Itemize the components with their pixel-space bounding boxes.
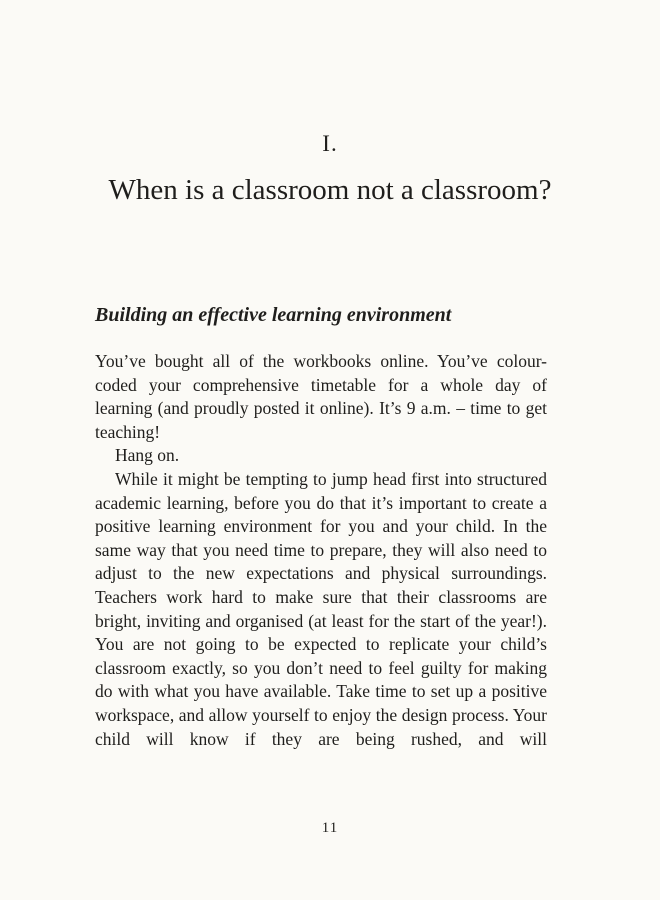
chapter-number: I. bbox=[322, 131, 338, 156]
chapter-title: When is a classroom not a classroom? bbox=[108, 174, 552, 206]
paragraph: While it might be tempting to jump head first into structured academic learning, before you do that it’s important to create a positive learning environment for you and your child. In the same way that you need time to prepare, they will also need to adjust to the new expectations and physical surroundings. Teachers work hard to make sure that their classrooms are bright, inviting and organised (at least for the start of the year!). You are not going to be expected to replicate your child’s classroom exactly, so you don’t need to feel guilty for making do with what you have available. Take time to set up a positive workspace, and allow yourself to enjoy the design process. Your child will know if they are being rushed, and will bbox=[95, 468, 547, 749]
paragraph: You’ve bought all of the workbooks online. You’ve colour-coded your comprehensive timetable for a whole day of learning (and proudly posted it online). It’s 9 a.m. – time to get teaching! bbox=[95, 351, 547, 442]
page-number: 11 bbox=[321, 820, 339, 836]
section-heading: Building an effective learning environment bbox=[95, 304, 452, 326]
paragraph: Hang on. bbox=[115, 445, 180, 466]
body-text bbox=[95, 350, 547, 751]
